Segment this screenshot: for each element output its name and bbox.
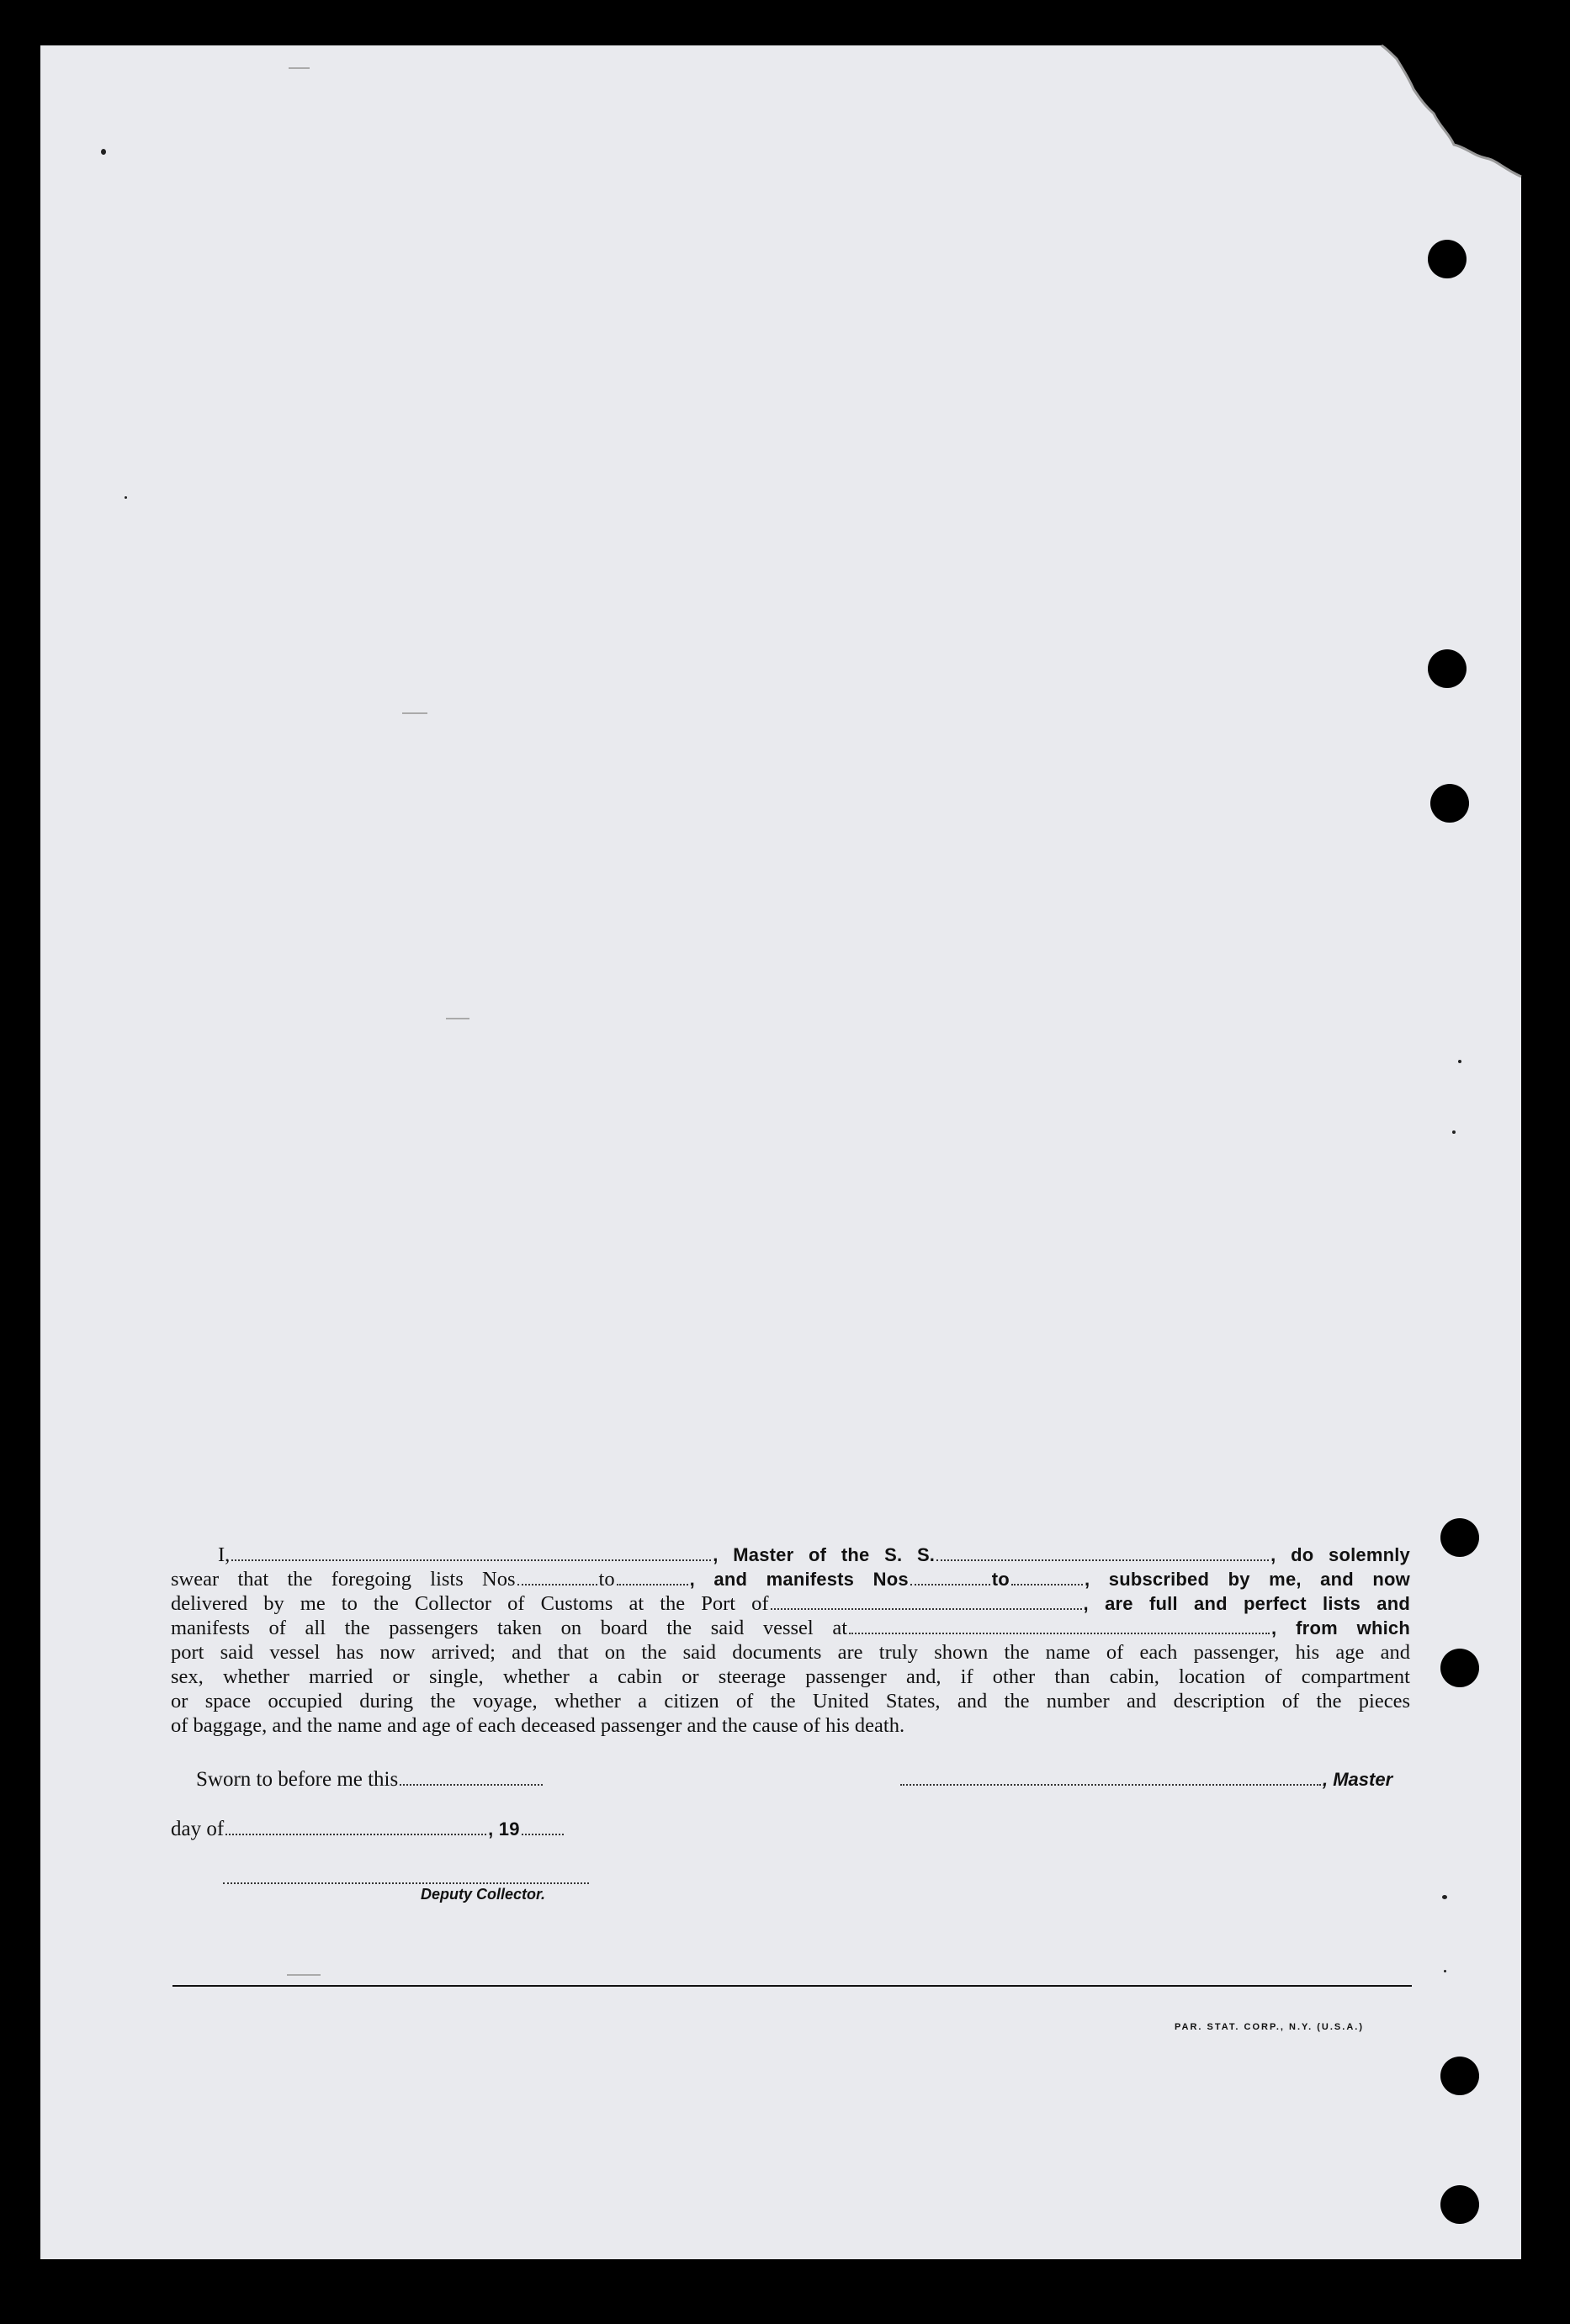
oath-text: to xyxy=(598,1568,615,1591)
master-name-blank xyxy=(231,1559,711,1561)
sworn-text: Sworn to before me this xyxy=(196,1768,399,1791)
oath-text: to xyxy=(991,1569,1010,1590)
lists-from-blank xyxy=(517,1583,597,1586)
lists-to-blank xyxy=(617,1583,688,1586)
speck xyxy=(1442,1895,1447,1899)
year-blank xyxy=(522,1833,564,1835)
faint-mark xyxy=(287,1974,321,1976)
month-blank xyxy=(225,1833,486,1835)
departure-port-blank xyxy=(849,1632,1270,1634)
footer-rule xyxy=(172,1985,1412,1987)
oath-text: swear that the foregoing lists Nos xyxy=(171,1568,516,1591)
document-page xyxy=(40,45,1521,2259)
year-prefix: , 19 xyxy=(488,1818,520,1840)
master-oath-paragraph xyxy=(171,1543,1410,1738)
vessel-name-blank xyxy=(936,1559,1269,1561)
sworn-day-blank xyxy=(400,1783,543,1786)
torn-corner xyxy=(1276,34,1545,202)
speck xyxy=(1444,1970,1446,1972)
manifests-from-blank xyxy=(910,1583,990,1586)
oath-text: delivered by me to the Collector of Customs at the Port of xyxy=(171,1592,769,1615)
oath-line-3 xyxy=(171,1591,1410,1616)
oath-text: I, xyxy=(218,1543,231,1566)
manifests-to-blank xyxy=(1011,1583,1083,1586)
oath-line-2 xyxy=(171,1567,1410,1591)
oath-text: , subscribed by me, and now xyxy=(1084,1569,1410,1590)
speck xyxy=(1452,1130,1456,1134)
binder-hole xyxy=(1440,1518,1479,1557)
oath-line-1 xyxy=(171,1543,1410,1567)
binder-hole xyxy=(1440,2057,1479,2095)
binder-hole xyxy=(1440,2185,1479,2224)
oath-text: , and manifests Nos xyxy=(689,1569,909,1590)
day-of-line xyxy=(171,1818,565,1841)
faint-mark xyxy=(289,67,310,69)
speck xyxy=(101,149,106,155)
day-of-text: day of xyxy=(171,1818,225,1840)
oath-text: , are full and perfect lists and xyxy=(1083,1593,1411,1614)
port-blank xyxy=(771,1607,1082,1610)
deputy-collector-label: Deputy Collector. xyxy=(421,1886,546,1903)
oath-text: , Master of the S. S. xyxy=(713,1544,936,1565)
oath-line-8: of baggage, and the name and age of each deceased passenger and the cause of his death. xyxy=(171,1714,905,1737)
oath-text: , do solemnly xyxy=(1270,1544,1410,1565)
oath-text: , from which xyxy=(1271,1617,1410,1638)
master-label: , Master xyxy=(1323,1769,1393,1790)
master-signature-blank xyxy=(900,1783,1321,1786)
oath-line-5: port said vessel has now arrived; and that on the said documents are truly shown the name of each passenger, his age and xyxy=(171,1641,1410,1664)
binder-hole xyxy=(1428,649,1467,688)
sworn-before-line xyxy=(196,1768,544,1792)
faint-mark xyxy=(402,712,427,714)
oath-line-4 xyxy=(171,1616,1410,1640)
oath-text: manifests of all the passengers taken on board the said vessel at xyxy=(171,1617,848,1639)
faint-mark xyxy=(446,1018,469,1019)
binder-hole xyxy=(1428,240,1467,278)
speck xyxy=(1458,1060,1461,1063)
oath-line-7: or space occupied during the voyage, whether a citizen of the United States, and the number and description of the pieces xyxy=(171,1690,1410,1713)
master-signature-line xyxy=(899,1768,1392,1792)
deputy-signature-blank xyxy=(223,1882,589,1884)
printer-imprint: PAR. STAT. CORP., N.Y. (U.S.A.) xyxy=(1175,2022,1364,2032)
speck xyxy=(125,496,127,499)
oath-line-6: sex, whether married or single, whether a cabin or steerage passenger and, if other than cabin, location of compartment xyxy=(171,1665,1410,1688)
binder-hole xyxy=(1440,1649,1479,1687)
binder-hole xyxy=(1430,784,1469,823)
